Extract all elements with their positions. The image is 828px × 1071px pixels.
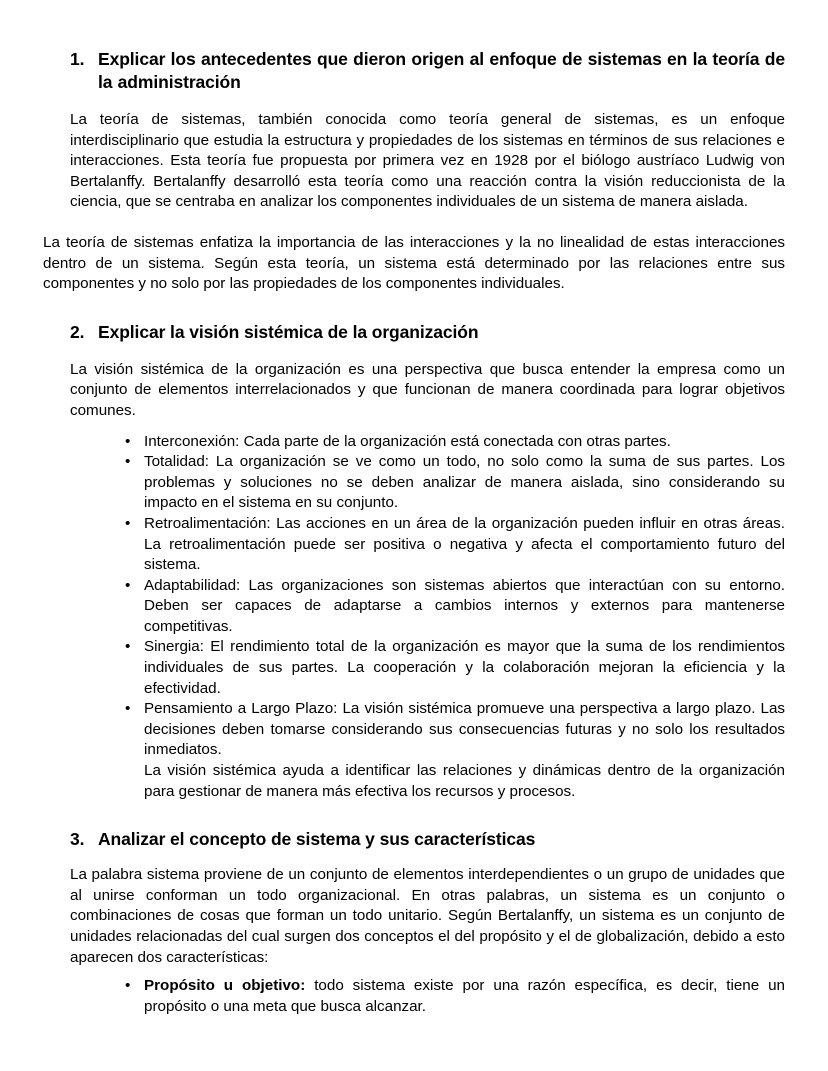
section-1-paragraph-2: La teoría de sistemas enfatiza la importancia de las interacciones y la no linealidad de estas interacciones dentro de un sistema. Según esta teoría, un sistema está determinado por las relaciones entre sus componentes y no solo por las propiedades de los componentes individuales.	[43, 233, 785, 293]
section-1-number: 1.	[70, 49, 85, 69]
spacer	[43, 851, 785, 865]
spacer	[43, 295, 785, 321]
spacer	[43, 968, 785, 976]
section-3-paragraph-1: La palabra sistema proviene de un conjunto de elementos interdependientes o un grupo de unidades que al unirse conforman un todo organizacional. En otras palabras, un sistema es un conjunto o combinaciones de cosas que forman un todo unitario. Según Bertalanffy, un sistema es un conjunto de unidades relacionadas del cual surgen dos conceptos el del propósito y el de globalización, debido a esto aparecen dos características:	[70, 866, 785, 966]
list-item	[125, 637, 785, 699]
section-1-heading	[43, 48, 785, 94]
list-item-text: Totalidad: La organización se ve como un todo, no solo como la suma de sus partes. Los problemas y soluciones no se deben analizar de manera aislada, sino considerando su impacto en el sistema en su conjunto.	[144, 453, 785, 512]
section-1-heading-text: Explicar los antecedentes que dieron origen al enfoque de sistemas en la teoría de la administración	[98, 49, 785, 92]
spacer	[43, 802, 785, 828]
list-item-text: Interconexión: Cada parte de la organización está conectada con otras partes.	[144, 432, 671, 450]
list-item	[125, 576, 785, 638]
section-2-heading-text: Explicar la visión sistémica de la organización	[98, 321, 479, 342]
spacer	[43, 94, 785, 110]
bullet-marker-icon: •	[125, 638, 131, 656]
bullet-marker-icon: •	[125, 576, 131, 594]
section-2-bullet-list	[43, 432, 785, 803]
section-3-heading-text: Analizar el concepto de sistema y sus características	[98, 829, 536, 850]
list-item	[125, 514, 785, 576]
section-2-heading	[43, 321, 785, 344]
list-item-text	[144, 976, 785, 1017]
list-item-text: Pensamiento a Largo Plazo: La visión sistémica promueve una perspectiva a largo plazo. Las decisiones deben tomarse considerando sus consecuencias futuras y no solo los resultados inmediatos.	[144, 700, 785, 759]
list-item-continuation: La visión sistémica ayuda a identificar las relaciones y dinámicas dentro de la organización para gestionar de manera más efectiva los recursos y procesos.	[144, 762, 785, 800]
section-3-number: 3.	[70, 829, 85, 850]
section-1-paragraph-1: La teoría de sistemas, también conocida como teoría general de sistemas, es un enfoque interdisciplinario que estudia la estructura y propiedades de los sistemas en términos de sus relaciones e interacciones. Esta teoría fue propuesta por primera vez en 1928 por el biólogo austríaco Ludwig von Bertalanffy. Bertalanffy desarrolló esta teoría como una reacción contra la visión reduccionista de la ciencia, que se centraba en analizar los componentes individuales de un sistema de manera aislada.	[70, 111, 785, 211]
list-item-text: Sinergia: El rendimiento total de la organización es mayor que la suma de los rendimientos individuales de sus partes. La cooperación y la colaboración mejoran la eficiencia y la efectividad.	[144, 638, 785, 697]
bullet-marker-icon: •	[125, 514, 131, 532]
top-spacer	[43, 0, 785, 48]
bullet-marker-icon: •	[125, 700, 131, 718]
section-2-paragraph-1: La visión sistémica de la organización es una perspectiva que busca entender la empresa como un conjunto de elementos interrelacionados y que funcionan de manera coordinada para lograr objetivos comunes.	[70, 360, 785, 419]
list-item	[125, 976, 785, 1017]
section-2-number: 2.	[70, 321, 85, 342]
spacer	[43, 344, 785, 360]
bullet-marker-icon: •	[125, 432, 131, 450]
list-item	[125, 432, 785, 453]
list-item	[125, 452, 785, 514]
bullet-marker-icon: •	[125, 977, 131, 995]
list-item	[125, 699, 785, 802]
section-3-heading	[43, 828, 785, 851]
list-item-text: Adaptabilidad: Las organizaciones son sistemas abiertos que interactúan con su entorno. Deben ser capaces de adaptarse a cambios internos y externos para mantenerse competitivas.	[144, 576, 785, 635]
section-3-bullet-list	[43, 976, 785, 1017]
list-item-bold-lead: Propósito u objetivo:	[144, 977, 306, 995]
list-item-text: Retroalimentación: Las acciones en un área de la organización pueden influir en otras áreas. La retroalimentación puede ser positiva o negativa y afecta el comportamiento futuro del sistema.	[144, 514, 785, 574]
list-item-rest: todo sistema existe por una razón específica, es decir, tiene un propósito o una meta que busca alcanzar.	[144, 977, 785, 1015]
bullet-marker-icon: •	[125, 453, 131, 471]
spacer	[43, 422, 785, 432]
spacer	[43, 213, 785, 233]
